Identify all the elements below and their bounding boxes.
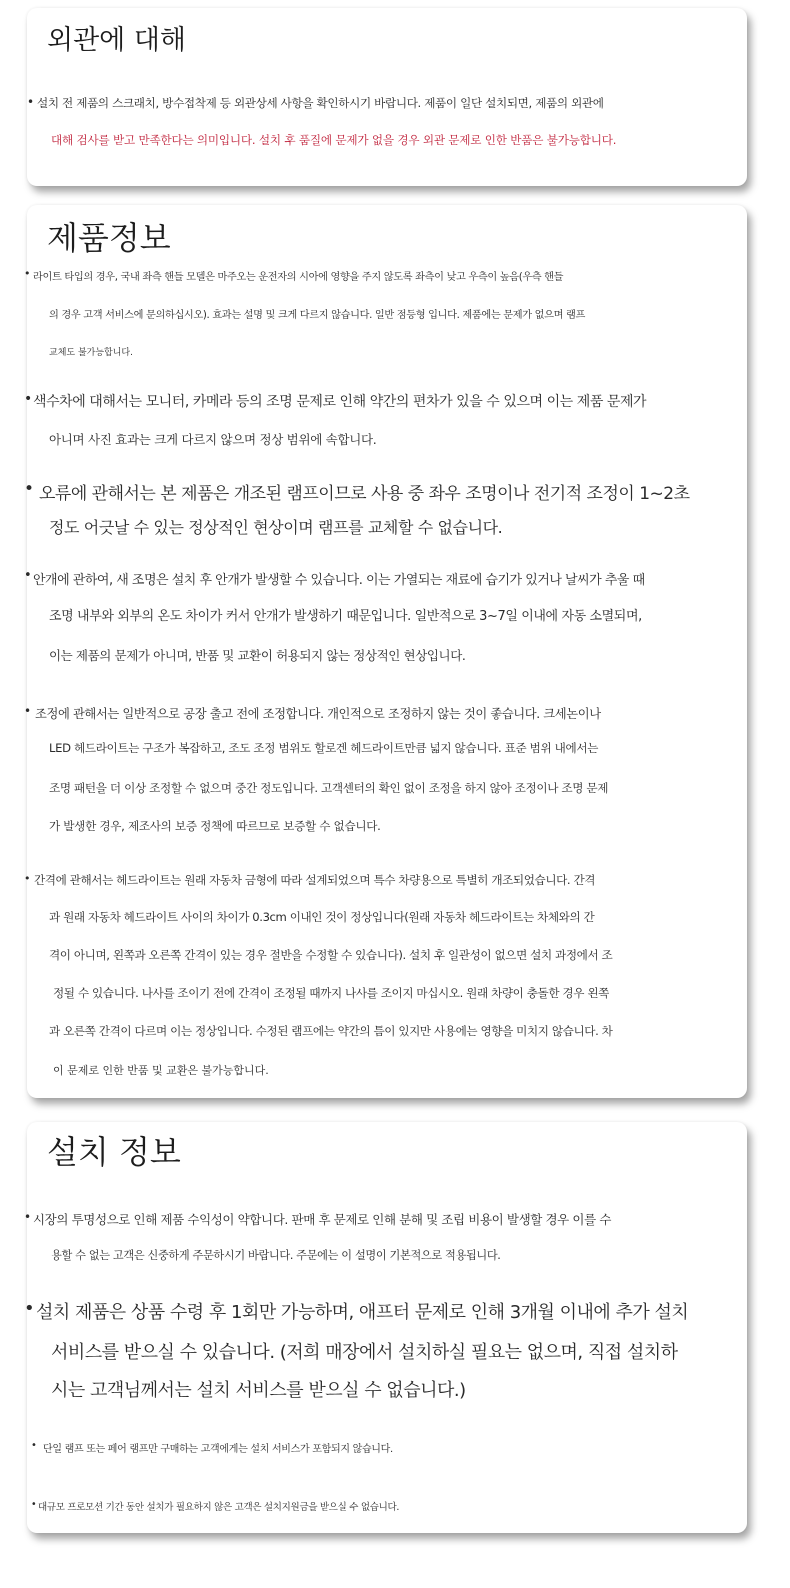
- paragraph-line: 정될 수 있습니다. 나사를 조이기 전에 간격이 조정될 때까지 나사를 조이지 마십시오. 원래 차량이 충돌한 경우 왼쪽: [53, 986, 609, 1000]
- paragraph-line: 설치 제품은 상품 수령 후 1회만 가능하며, 애프터 문제로 인해 3개월 이내에 추가 설치: [36, 1302, 689, 1323]
- bullet-dot: •: [24, 872, 31, 885]
- paragraph-line: 오류에 관해서는 본 제품은 개조된 램프이므로 사용 중 좌우 조명이나 전기적 조정이 1~2초: [39, 484, 690, 504]
- appearance-title: 외관에 대해: [47, 25, 186, 56]
- paragraph-line: LED 헤드라이트는 구조가 복잡하고, 조도 조정 범위도 할로겐 헤드라이트만큼 넓지 않습니다. 표준 범위 내에서는: [49, 741, 599, 755]
- bullet-dot: •: [24, 1298, 35, 1319]
- bullet-dot: •: [27, 95, 35, 109]
- bullet-dot: •: [31, 1440, 37, 1451]
- install-info-card: [24, 1122, 747, 1533]
- bullet-dot: •: [24, 568, 32, 583]
- paragraph-line: 이는 제품의 문제가 아니며, 반품 및 교환이 허용되지 않는 정상적인 현상입니다.: [49, 648, 466, 663]
- bullet-dot: •: [24, 1210, 32, 1224]
- paragraph-line: 이 문제로 인한 반품 및 교환은 불가능합니다.: [53, 1064, 269, 1077]
- product-info-card: [24, 205, 747, 1098]
- paragraph-line: 색수차에 대해서는 모니터, 카메라 등의 조명 문제로 인해 약간의 편차가 있을 수 있으며 이는 제품 문제가: [33, 394, 647, 410]
- paragraph-line: 정도 어긋날 수 있는 정상적인 현상이며 램프를 교체할 수 없습니다.: [49, 518, 503, 537]
- paragraph-line: 설치 전 제품의 스크래치, 방수접착제 등 외관상세 사항을 확인하시기 바랍니다. 제품이 일단 설치되면, 제품의 외관에: [37, 96, 604, 110]
- paragraph-line: 시장의 투명성으로 인해 제품 수익성이 약합니다. 판매 후 문제로 인해 분해 및 조립 비용이 발생할 경우 이를 수: [33, 1212, 612, 1227]
- paragraph-line: 의 경우 고객 서비스에 문의하십시오). 효과는 설명 및 크게 다르지 않습니다. 일반 점등형 입니다. 제품에는 문제가 없으며 램프: [49, 310, 585, 321]
- paragraph-line: 격이 아니며, 왼쪽과 오른쪽 간격이 있는 경우 절반을 수정할 수 있습니다). 설치 후 일관성이 없으면 설치 과정에서 조: [49, 948, 613, 962]
- paragraph-line: 서비스를 받으실 수 있습니다. (저희 매장에서 설치하실 필요는 없으며, 직접 설치하: [51, 1342, 678, 1363]
- bullet-dot: •: [24, 479, 35, 499]
- paragraph-line: 시는 고객님께서는 설치 서비스를 받으실 수 없습니다.): [51, 1380, 466, 1401]
- paragraph-line: 교체도 불가능합니다.: [49, 348, 133, 358]
- paragraph-line-warning: 대해 검사를 받고 만족한다는 의미입니다. 설치 후 품질에 문제가 없을 경우 외관 문제로 인한 반품은 불가능합니다.: [51, 133, 617, 147]
- paragraph-line: 안개에 관하여, 새 조명은 설치 후 안개가 발생할 수 있습니다. 이는 가열되는 재료에 습기가 있거나 날씨가 추울 때: [33, 573, 645, 588]
- bullet-dot: •: [24, 391, 33, 407]
- paragraph-line: 간격에 관해서는 헤드라이트는 원래 자동차 금형에 따라 설계되었으며 특수 차량용으로 특별히 개조되었습니다. 간격: [34, 873, 596, 887]
- bullet-dot: •: [31, 1499, 37, 1510]
- bullet-dot: •: [24, 704, 32, 718]
- paragraph-line: 대규모 프로모션 기간 동안 설치가 필요하지 않은 고객은 설치지원금을 받으실 수 없습니다.: [38, 1502, 400, 1513]
- paragraph-line: 단일 램프 또는 페어 램프만 구매하는 고객에게는 설치 서비스가 포함되지 않습니다.: [43, 1444, 393, 1455]
- install-info-title: 설치 정보: [47, 1133, 181, 1171]
- paragraph-line: 용할 수 없는 고객은 신중하게 주문하시기 바랍니다. 주문에는 이 설명이 기본적으로 적용됩니다.: [51, 1249, 501, 1262]
- bullet-dot: •: [24, 267, 31, 280]
- paragraph-line: 과 원래 자동차 헤드라이트 사이의 차이가 0.3cm 이내인 것이 정상입니다(원래 자동차 헤드라이트는 차체와의 간: [49, 910, 595, 924]
- appearance-card: [27, 8, 747, 186]
- product-info-title: 제품정보: [47, 219, 171, 257]
- paragraph-line: 아니며 사진 효과는 크게 다르지 않으며 정상 범위에 속합니다.: [49, 432, 377, 447]
- paragraph-line: 가 발생한 경우, 제조사의 보증 정책에 따르므로 보증할 수 없습니다.: [49, 819, 381, 833]
- paragraph-line: 조명 내부와 외부의 온도 차이가 커서 안개가 발생하기 때문입니다. 일반적으로 3~7일 이내에 자동 소멸되며,: [49, 609, 642, 624]
- paragraph-line: 조정에 관해서는 일반적으로 공장 출고 전에 조정합니다. 개인적으로 조정하지 않는 것이 좋습니다. 크세논이나: [35, 707, 601, 721]
- paragraph-line: 라이트 타입의 경우, 국내 좌측 핸들 모델은 마주오는 운전자의 시아에 영향을 주지 않도록 좌측이 낮고 우측이 높음(우측 핸들: [33, 272, 564, 283]
- paragraph-line: 과 오른쪽 간격이 다르며 이는 정상입니다. 수정된 램프에는 약간의 틈이 있지만 사용에는 영향을 미치지 않습니다. 차: [49, 1024, 613, 1038]
- paragraph-line: 조명 패턴을 더 이상 조정할 수 없으며 중간 정도입니다. 고객센터의 확인 없이 조정을 하지 않아 조정이나 조명 문제: [49, 781, 609, 795]
